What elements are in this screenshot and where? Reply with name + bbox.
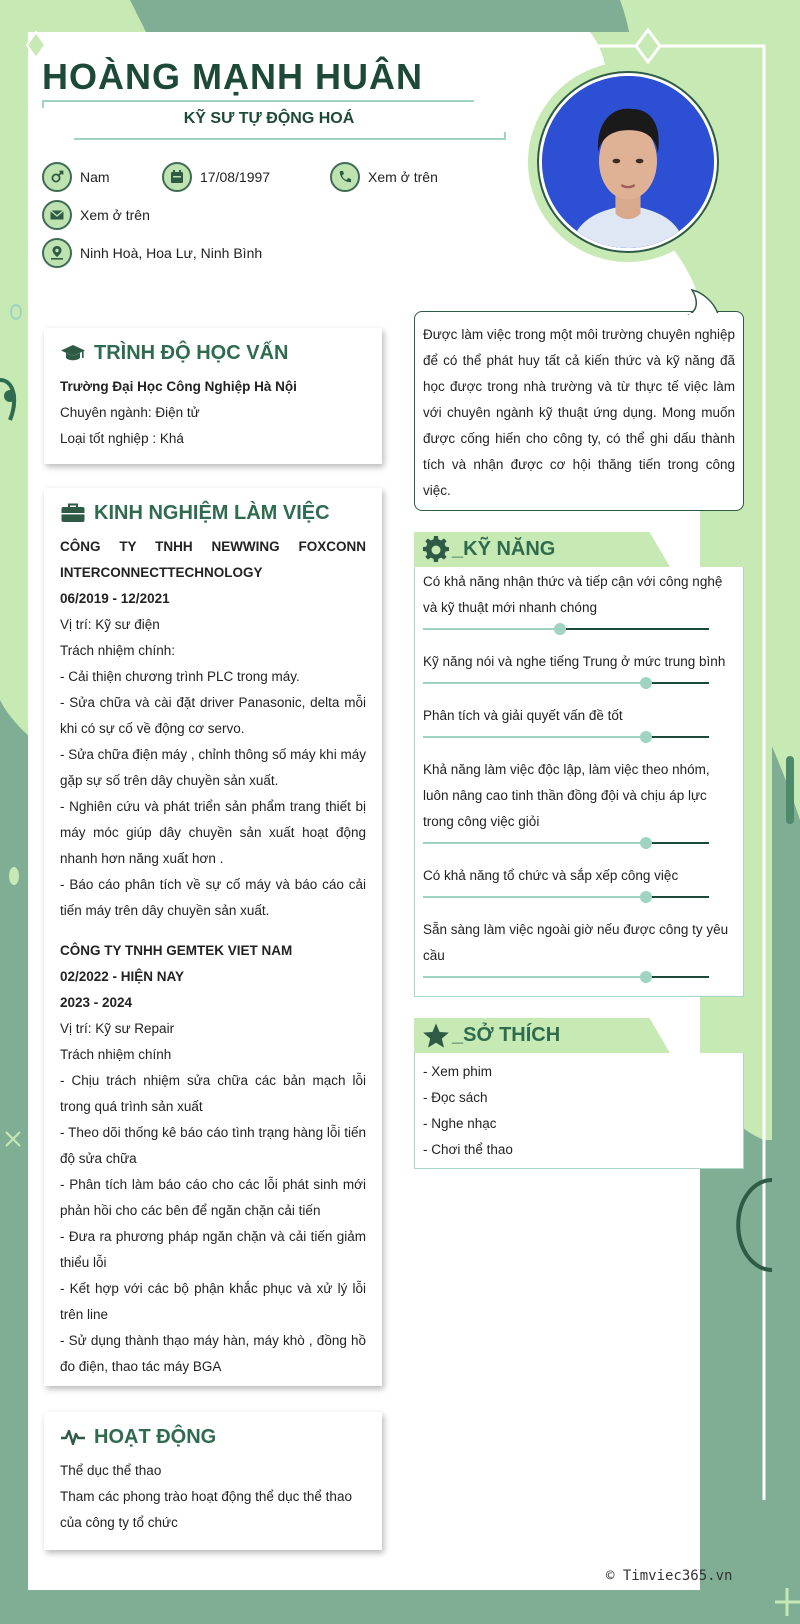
activities-card [44, 1412, 382, 1550]
education-grade: Loại tốt nghiệp : Khá [60, 431, 184, 446]
skill-text: Khả năng làm việc độc lập, làm việc theo nhóm, luôn nâng cao tinh thần đồng đội và chịu áp lực trong công việc giỏi [423, 762, 710, 829]
gear-icon [422, 536, 450, 564]
job-duty: - Cải thiện chương trình PLC trong máy. [60, 669, 300, 684]
skill-text: Sẵn sàng làm việc ngoài giờ nếu được công ty yêu cầu [423, 922, 729, 963]
graduation-cap-icon [60, 340, 86, 366]
job-period: 02/2022 - HIỆN NAY [60, 969, 185, 984]
skill-level-dot [640, 971, 652, 983]
hobbies-heading: _SỞ THÍCH [414, 1018, 744, 1053]
skill-item [415, 703, 743, 738]
education-school: Trường Đại Học Công Nghiệp Hà Nội [60, 379, 297, 394]
skills-heading: _KỸ NĂNG [414, 532, 744, 567]
skill-level-bar [423, 842, 709, 844]
skill-item [415, 863, 743, 898]
candidate-name: HOÀNG MẠNH HUÂN [42, 56, 423, 97]
job-title: KỸ SƯ TỰ ĐỘNG HOÁ [183, 110, 355, 127]
skill-level-dot [640, 731, 652, 743]
skill-level-bar [423, 976, 709, 978]
gender-value: Nam [80, 169, 110, 185]
skills-box [414, 567, 744, 997]
skill-item [415, 757, 743, 844]
hobby-item: - Chơi thể thao [423, 1142, 513, 1157]
job-position: Vị trí: Kỹ sư Repair [60, 1021, 175, 1036]
skill-item [415, 917, 743, 978]
activity-item: Thể dục thể thao [60, 1463, 162, 1478]
job-entry [60, 534, 366, 924]
skill-text: Kỹ năng nói và nghe tiếng Trung ở mức trung bình [423, 654, 726, 669]
header-rule-bottom [74, 132, 506, 140]
address-value: Ninh Hoà, Hoa Lư, Ninh Bình [80, 245, 263, 261]
experience-card [44, 488, 382, 1386]
education-card [44, 328, 382, 464]
avatar [539, 73, 717, 251]
job-period-secondary: 2023 - 2024 [60, 995, 133, 1010]
phone-value: Xem ở trên [368, 169, 438, 185]
job-duty: - Nghiên cứu và phát triển sản phẩm trang thiết bị máy móc giúp dây chuyền sản xuất hoạt động nhanh hơn năng xuất hơn . [60, 799, 366, 866]
footer-credit: © Timviec365.vn [606, 1568, 733, 1584]
skill-level-bar [423, 682, 709, 684]
skill-level-dot [554, 623, 566, 635]
activity-item: Tham các phong trào hoạt động thể dục thể thao của công ty tổ chức [60, 1489, 352, 1530]
job-duty: - Kết hợp với các bộ phận khắc phục và xử lý lỗi trên line [60, 1281, 366, 1322]
job-position: Vị trí: Kỹ sư điện [60, 617, 160, 632]
career-objective: Được làm việc trong một môi trường chuyên nghiệp để có thể phát huy tất cả kiến thức và kỹ năng đã học được trong nhà trường và từ thực tế việc làm với chuyên ngành kỹ thuật ứng dụng. Mong muốn được cống hiến cho công ty, có thể ghi dấu thành tích và nhận được cơ hội thăng tiến trong công việc. [414, 311, 744, 511]
info-phone [330, 162, 438, 192]
job-duty: - Sử dụng thành thạo máy hàn, máy khò , đồng hồ đo điện, thao tác máy BGA [60, 1333, 366, 1374]
hobby-item: - Đọc sách [423, 1090, 488, 1105]
activities-heading: HOẠT ĐỘNG [60, 1422, 366, 1452]
education-heading: TRÌNH ĐỘ HỌC VẤN [60, 338, 366, 368]
location-icon [42, 238, 72, 268]
job-duties-label: Trách nhiệm chính [60, 1047, 172, 1062]
job-company: CÔNG TY TNHH GEMTEK VIET NAM [60, 943, 293, 958]
job-duty: - Đưa ra phương pháp ngăn chặn và cải tiến giảm thiểu lỗi [60, 1229, 366, 1270]
envelope-icon [42, 200, 72, 230]
job-duty: - Báo cáo phân tích về sự cố máy và báo cáo cải tiến máy trên dây chuyền sản xuất. [60, 877, 366, 918]
skill-level-dot [640, 677, 652, 689]
skill-text: Có khả năng nhận thức và tiếp cận với công nghệ và kỹ thuật mới nhanh chóng [423, 574, 723, 615]
info-email [42, 200, 150, 230]
email-value: Xem ở trên [80, 207, 150, 223]
avatar-frame [528, 62, 728, 262]
birthday-value: 17/08/1997 [200, 169, 271, 185]
skill-item [415, 649, 743, 684]
star-icon [422, 1022, 450, 1050]
skill-level-bar [423, 736, 709, 738]
job-entry [60, 938, 366, 1380]
job-company: CÔNG TY TNHH NEWWING FOXCONN INTERCONNECTTECHNOLOGY [60, 539, 366, 580]
info-gender [42, 162, 110, 192]
phone-icon [330, 162, 360, 192]
calendar-icon [162, 162, 192, 192]
hobby-item: - Nghe nhạc [423, 1116, 497, 1131]
info-birthday [162, 162, 270, 192]
job-period: 06/2019 - 12/2021 [60, 591, 170, 606]
job-duty: - Chịu trách nhiệm sửa chữa các bản mạch lỗi trong quá trình sản xuất [60, 1073, 366, 1114]
job-duty: - Sửa chữa và cài đặt driver Panasonic, delta mỗi khi có sự cố về động cơ servo. [60, 695, 366, 736]
job-duty: - Phân tích làm báo cáo cho các lỗi phát sinh mới phản hồi cho các bên để ngăn chặn cải tiến [60, 1177, 366, 1218]
info-address [42, 238, 262, 268]
skill-item [415, 567, 743, 630]
job-duties-label: Trách nhiệm chính: [60, 643, 176, 658]
pulse-icon [60, 1424, 86, 1450]
header-rule-top [42, 100, 474, 108]
hobby-item: - Xem phim [423, 1064, 493, 1079]
job-duty: - Theo dõi thống kê báo cáo tình trạng hàng lỗi tiến độ sửa chữa [60, 1125, 366, 1166]
skill-level-bar [423, 628, 709, 630]
gender-icon [42, 162, 72, 192]
education-major: Chuyên ngành: Điện tử [60, 405, 200, 420]
experience-heading: KINH NGHIỆM LÀM VIỆC [60, 498, 366, 528]
job-duty: - Sửa chữa điện máy , chỉnh thông số máy khi máy gặp sự số trên dây chuyền sản xuất. [60, 747, 366, 788]
bubble-tail [686, 288, 726, 316]
skill-text: Có khả năng tổ chức và sắp xếp công việc [423, 868, 679, 883]
hobbies-box [414, 1053, 744, 1169]
briefcase-icon [60, 500, 86, 526]
skill-text: Phân tích và giải quyết vấn đề tốt [423, 708, 623, 723]
skill-level-dot [640, 891, 652, 903]
skill-level-bar [423, 896, 709, 898]
skill-level-dot [640, 837, 652, 849]
